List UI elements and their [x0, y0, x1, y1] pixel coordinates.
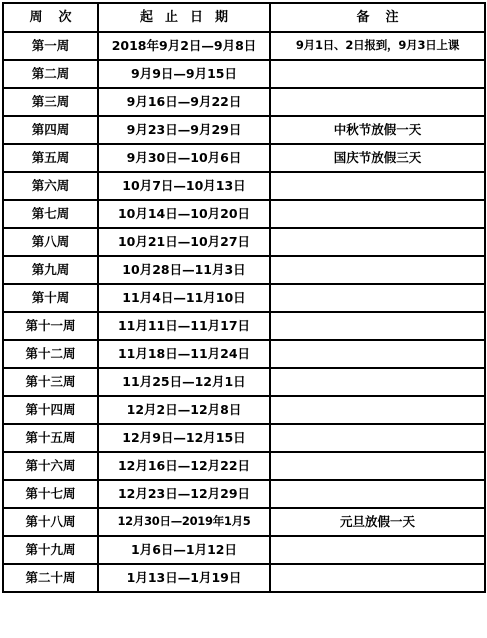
date-range-cell: 9月16日—9月22日: [98, 88, 270, 116]
date-range-cell: 9月9日—9月15日: [98, 60, 270, 88]
date-range-cell: 10月14日—10月20日: [98, 200, 270, 228]
date-range-cell: 12月2日—12月8日: [98, 396, 270, 424]
week-cell: 第十六周: [3, 452, 98, 480]
semester-schedule-table: [2, 2, 486, 593]
date-range-cell: 1月6日—1月12日: [98, 536, 270, 564]
table-row: [3, 424, 485, 452]
table-row: [3, 60, 485, 88]
week-cell: 第十周: [3, 284, 98, 312]
week-cell: 第六周: [3, 172, 98, 200]
note-cell: 中秋节放假一天: [270, 116, 485, 144]
table-row: [3, 368, 485, 396]
date-range-cell: 9月30日—10月6日: [98, 144, 270, 172]
note-cell: [270, 368, 485, 396]
table-row: [3, 480, 485, 508]
week-cell: 第十四周: [3, 396, 98, 424]
note-cell: [270, 256, 485, 284]
table-row: [3, 256, 485, 284]
table-row: [3, 452, 485, 480]
date-range-cell: 12月16日—12月22日: [98, 452, 270, 480]
date-range-cell: 9月23日—9月29日: [98, 116, 270, 144]
week-cell: 第十七周: [3, 480, 98, 508]
header-note: 备注: [270, 3, 485, 32]
note-cell: 元旦放假一天: [270, 508, 485, 536]
week-cell: 第十三周: [3, 368, 98, 396]
header-date-range: 起止日期: [98, 3, 270, 32]
table-row: [3, 228, 485, 256]
week-cell: 第一周: [3, 32, 98, 60]
note-cell: [270, 284, 485, 312]
date-range-cell: 11月11日—11月17日: [98, 312, 270, 340]
note-cell: [270, 424, 485, 452]
week-cell: 第十二周: [3, 340, 98, 368]
date-range-cell: 12月9日—12月15日: [98, 424, 270, 452]
table-row: [3, 172, 485, 200]
date-range-cell: 10月21日—10月27日: [98, 228, 270, 256]
date-range-cell: 12月23日—12月29日: [98, 480, 270, 508]
week-cell: 第八周: [3, 228, 98, 256]
note-cell: 国庆节放假三天: [270, 144, 485, 172]
week-cell: 第十八周: [3, 508, 98, 536]
date-range-cell: 11月25日—12月1日: [98, 368, 270, 396]
date-range-cell: 2018年9月2日—9月8日: [98, 32, 270, 60]
table-row: [3, 312, 485, 340]
note-cell: [270, 452, 485, 480]
note-cell: [270, 312, 485, 340]
table-row: [3, 200, 485, 228]
note-cell: [270, 564, 485, 592]
note-cell: [270, 172, 485, 200]
week-cell: 第七周: [3, 200, 98, 228]
week-cell: 第十一周: [3, 312, 98, 340]
table-row: [3, 340, 485, 368]
note-cell: 9月1日、2日报到，9月3日上课: [270, 32, 485, 60]
week-cell: 第十五周: [3, 424, 98, 452]
date-range-cell: 11月18日—11月24日: [98, 340, 270, 368]
header-week: 周次: [3, 3, 98, 32]
week-cell: 第二周: [3, 60, 98, 88]
week-cell: 第十九周: [3, 536, 98, 564]
date-range-cell: 10月28日—11月3日: [98, 256, 270, 284]
date-range-cell: 1月13日—1月19日: [98, 564, 270, 592]
table-header-row: [3, 3, 485, 32]
note-cell: [270, 88, 485, 116]
table-row: [3, 88, 485, 116]
week-cell: 第四周: [3, 116, 98, 144]
table-row: [3, 144, 485, 172]
date-range-cell: 12月30日—2019年1月5: [98, 508, 270, 536]
note-cell: [270, 200, 485, 228]
date-range-cell: 11月4日—11月10日: [98, 284, 270, 312]
table-row: [3, 396, 485, 424]
note-cell: [270, 228, 485, 256]
note-cell: [270, 340, 485, 368]
table-row: [3, 508, 485, 536]
note-cell: [270, 60, 485, 88]
table-row: [3, 536, 485, 564]
week-cell: 第二十周: [3, 564, 98, 592]
note-cell: [270, 536, 485, 564]
week-cell: 第九周: [3, 256, 98, 284]
note-cell: [270, 480, 485, 508]
table-row: [3, 564, 485, 592]
week-cell: 第五周: [3, 144, 98, 172]
note-cell: [270, 396, 485, 424]
table-row: [3, 284, 485, 312]
table-row: [3, 32, 485, 60]
table-row: [3, 116, 485, 144]
week-cell: 第三周: [3, 88, 98, 116]
date-range-cell: 10月7日—10月13日: [98, 172, 270, 200]
